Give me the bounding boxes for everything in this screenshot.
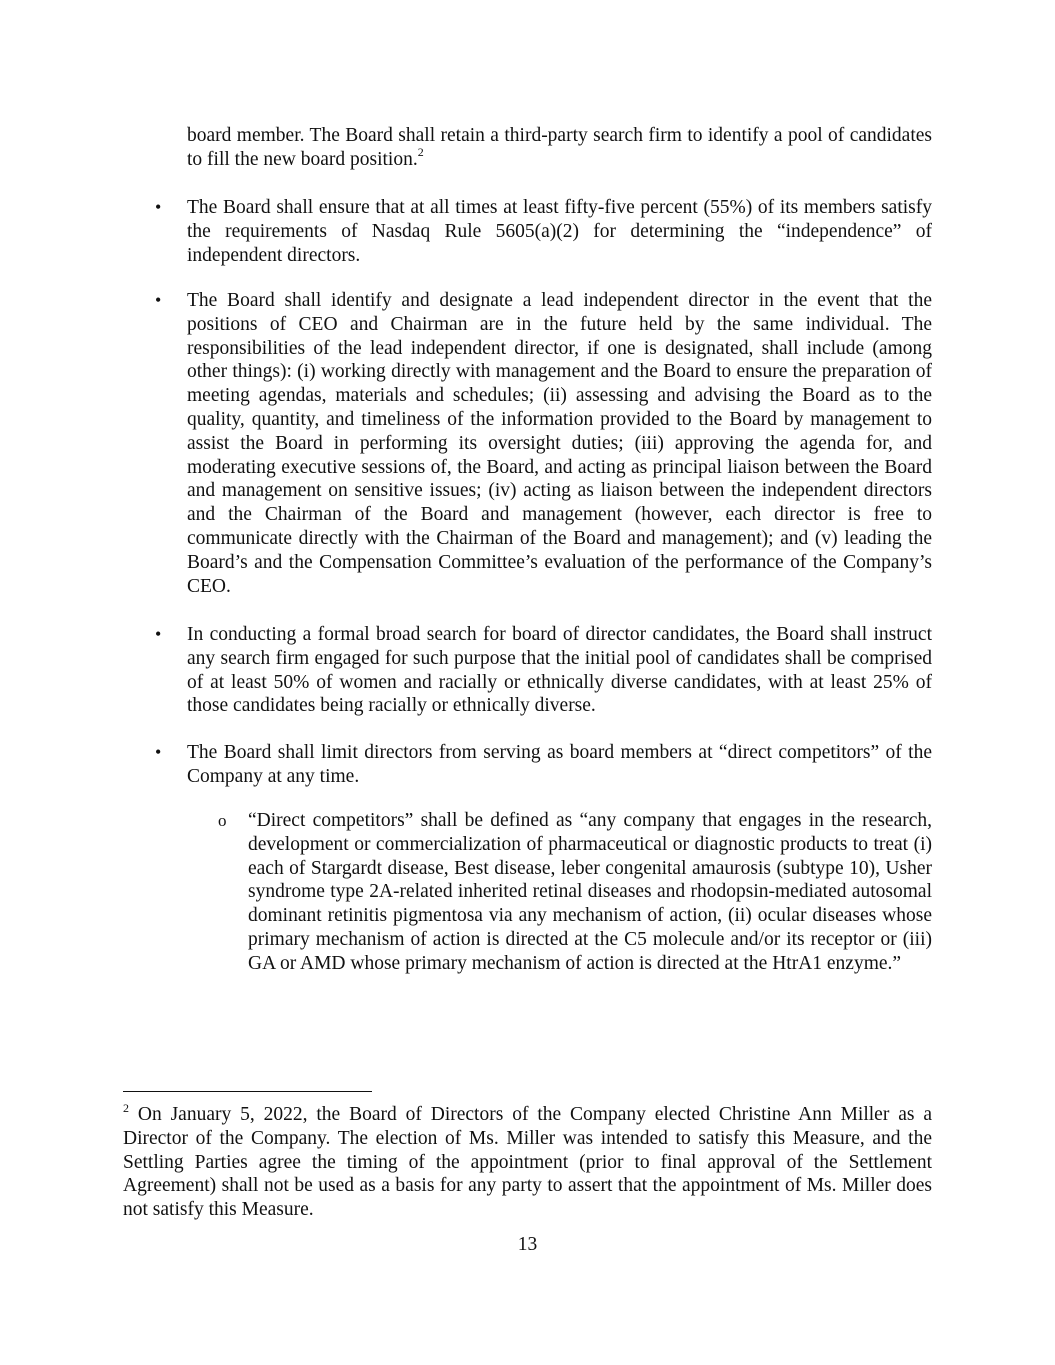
footnote-text: On January 5, 2022, the Board of Directors of the Company elected Christine Ann Miller as a Director of the Company. The election of Ms. Miller was intended to satisfy this Measure, and the Settling Parties agree the timing of the appointment (prior to final approval of the Settlement Agreement) shall not be used as a basis for any party to assert that the appointment of Ms. Miller does not satisfy this Measure. bbox=[123, 1104, 932, 1221]
sub-bullet-marker: o bbox=[218, 811, 227, 830]
continuation-text: board member. The Board shall retain a third-party search firm to identify a pool of candidates to fill the new board position. bbox=[187, 125, 932, 170]
bullet-candidate-search: In conducting a formal broad search for board of director candidates, the Board shall instruct any search firm engaged for such purpose that the initial pool of candidates shall be comprised of at least 50% of women and racially or ethnically diverse candidates, with at least 25% of those candidates being racially or ethnically diverse. bbox=[187, 624, 932, 717]
bullet-marker: • bbox=[155, 197, 162, 217]
footnote-reference: 2 bbox=[417, 145, 424, 160]
bullet-direct-competitors: The Board shall limit directors from serving as board members at “direct competitors” of the Company at any time. bbox=[187, 742, 932, 787]
page-number: 13 bbox=[517, 1234, 538, 1255]
bullet-marker: • bbox=[155, 290, 162, 310]
bullet-independence: The Board shall ensure that at all times at least fifty-five percent (55%) of its members satisfy the requirements of Nasdaq Rule 5605(a)(2) for determining the “independence” of independent directors. bbox=[187, 197, 932, 266]
footnote bbox=[123, 1100, 932, 1222]
footnote-separator bbox=[123, 1091, 372, 1092]
footnote-number: 2 bbox=[123, 1100, 129, 1115]
bullet-marker: • bbox=[155, 742, 162, 762]
continuation-paragraph bbox=[187, 124, 932, 172]
bullet-marker: • bbox=[155, 624, 162, 644]
sub-bullet-definition: “Direct competitors” shall be defined as “any company that engages in the research, development or commercialization of pharmaceutical or diagnostic products to treat (i) each of Stargardt disease, Best disease, leber congenital amaurosis (subtype 10), Usher syndrome type 2A-related inherited retinal diseases and rhodopsin-mediated autosomal dominant retinitis pigmentosa via any mechanism of action, (ii) ocular diseases whose primary mechanism of action is directed at the C5 molecule and/or its receptor or (iii) GA or AMD whose primary mechanism of action is directed at the HtrA1 enzyme.” bbox=[248, 810, 932, 974]
bullet-lead-independent-director: The Board shall identify and designate a lead independent director in the event that the positions of CEO and Chairman are in the future held by the same individual. The responsibilities of the lead independent director, if one is designated, shall include (among other things): (i) working directly with management and the Board to ensure the preparation of meeting agendas, materials and schedules; (ii) assessing and advising the Board as to the quality, quantity, and timeliness of the information provided to the Board by management to assist the Board in performing its oversight duties; (iii) approving the agenda for, and moderating executive sessions of, the Board, and acting as principal liaison between the Board and management on sensitive issues; (iv) acting as liaison between the independent directors and the Chairman of the Board and management (however, each director is free to communicate directly with the Chairman of the Board and management); and (v) leading the Board’s and the Compensation Committee’s evaluation of the performance of the Company’s CEO. bbox=[187, 290, 932, 597]
